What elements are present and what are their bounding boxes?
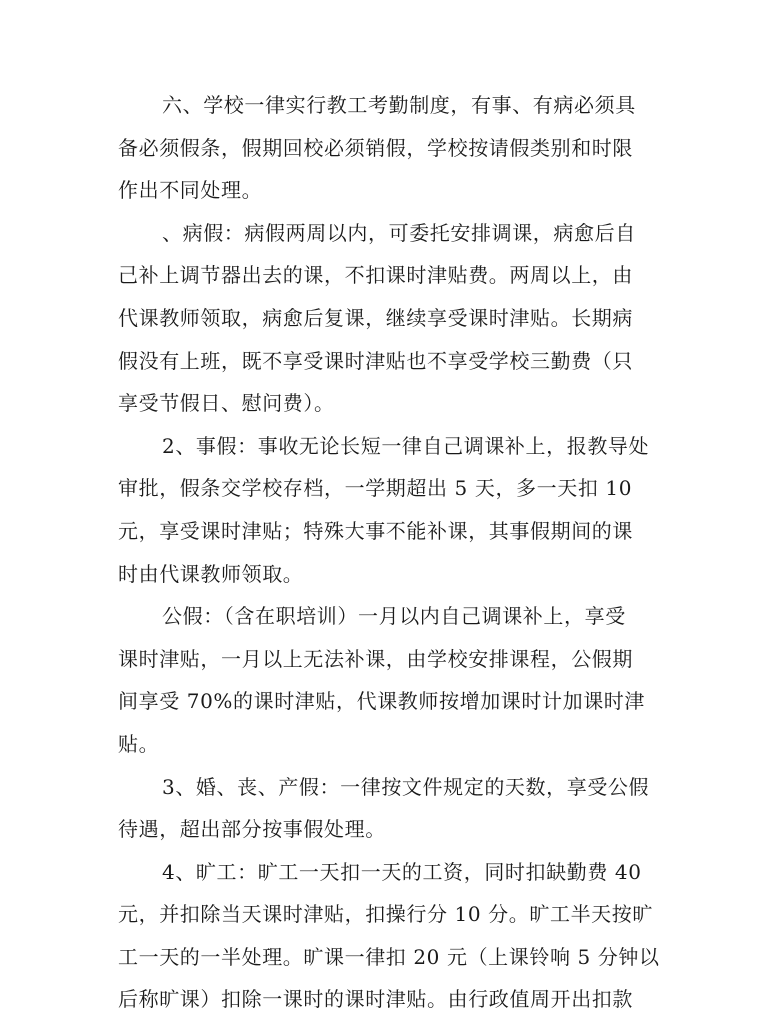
text-line: 假没有上班，既不享受课时津贴也不享受学校三勤费（只: [118, 348, 633, 373]
text-line: 审批，假条交学校存档，一学期超出 5 天，多一天扣 10: [118, 476, 633, 501]
document-body: [118, 84, 660, 1021]
text-line: 己补上调节器出去的课，不扣课时津贴费。两周以上，由: [118, 263, 633, 288]
text-line: 代课教师领取，病愈后复课，继续享受课时津贴。长期病: [118, 305, 633, 330]
text-line: 待遇，超出部分按事假处理。: [118, 817, 386, 842]
text-line: 作出不同处理。: [118, 178, 263, 203]
text-line: 课时津贴，一月以上无法补课，由学校安排课程，公假期: [118, 646, 633, 671]
text-line: 元，并扣除当天课时津贴，扣操行分 10 分。旷工半天按旷: [118, 902, 653, 927]
text-line: 备必须假条，假期回校必须销假，学校按请假类别和时限: [118, 135, 633, 160]
text-line: 公假：（含在职培训）一月以内自己调课补上，享受: [162, 604, 626, 629]
text-line: 3、婚、丧、产假：一律按文件规定的天数，享受公假: [162, 774, 650, 799]
text-line: 间享受 70%的课时津贴，代课教师按增加课时计加课时津: [118, 689, 646, 714]
text-line: 元，享受课时津贴；特殊大事不能补课，其事假期间的课: [118, 518, 633, 543]
text-line: 时由代课教师领取。: [118, 561, 304, 586]
text-line: 享受节假日、慰问费）。: [118, 391, 335, 416]
text-line: 工一天的一半处理。旷课一律扣 20 元（上课铃响 5 分钟以: [118, 944, 660, 969]
text-line: 4、旷工：旷工一天扣一天的工资，同时扣缺勤费 40: [162, 859, 642, 884]
text-line: 2、事假：事收无论长短一律自己调课补上，报教导处: [162, 433, 650, 458]
text-line: 六、学校一律实行教工考勤制度，有事、有病必须具: [162, 93, 636, 117]
text-line: 后称旷课）扣除一课时的课时津贴。由行政值周开出扣款: [118, 987, 633, 1012]
text-line: 、病假：病假两周以内，可委托安排调课，病愈后自: [162, 220, 636, 245]
text-line: 贴。: [118, 731, 160, 756]
